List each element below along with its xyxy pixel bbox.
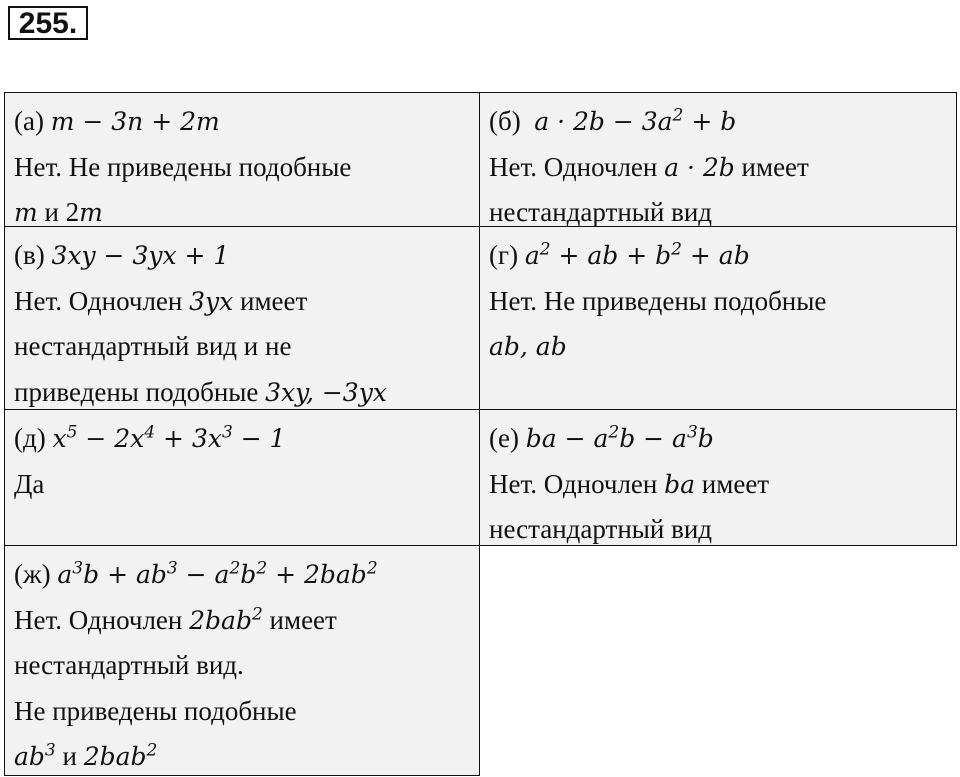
empty-cell — [480, 546, 957, 776]
answer-line: $ab^3$ и 2bab$^2$ — [14, 740, 158, 771]
answer-line: m и 2m — [14, 197, 103, 227]
cell-heading — [489, 99, 948, 145]
expression: $a^3b + ab^3 - a^2b^2 + 2bab^2$ — [57, 558, 378, 589]
answer-line: нестандартный вид — [489, 514, 713, 544]
answers-table — [4, 92, 957, 776]
answer-cell-a — [4, 92, 480, 227]
cell-heading — [14, 233, 471, 279]
item-label: (д) — [14, 423, 46, 453]
answer-cell-v — [4, 227, 480, 410]
answer-line: Нет. Одночлен ba имеет — [489, 468, 770, 499]
cell-heading — [489, 233, 948, 279]
item-label: (г) — [489, 240, 519, 270]
answer-line: ab, ab — [489, 332, 567, 361]
answer-line: Нет. Одночлен 2bab$^2$ имеет — [14, 604, 337, 635]
answer-line: Не приведены подобные — [14, 695, 297, 726]
cell-heading — [14, 552, 471, 598]
problem-number: 255. — [8, 6, 88, 40]
answer-line: приведены подобные 3xy, −3yx — [14, 376, 387, 407]
answer-cell-d — [4, 410, 480, 546]
table-row — [4, 546, 957, 776]
expression: 3xy − 3yx + 1 — [51, 241, 230, 270]
item-label: (в) — [14, 240, 45, 270]
answer-line: нестандартный вид. — [14, 650, 244, 680]
answer-cell-g — [480, 227, 957, 410]
answer-line: Нет. Не приведены подобные — [14, 151, 352, 182]
expression: ba − $a^2b - a^3b$ — [525, 422, 714, 453]
answer-line: Нет. Одночлен 3yx имеет — [14, 285, 308, 316]
table-row — [4, 227, 957, 410]
table-row — [4, 410, 957, 546]
expression: $a \cdot 2b - 3a^2 + b$ — [534, 105, 737, 136]
item-label: (ж) — [14, 559, 51, 589]
answer-line: нестандартный вид — [489, 197, 713, 227]
expression: $x^5 - 2x^4 + 3x^3 - 1$ — [52, 422, 286, 453]
answer-line: Нет. Одночлен a · 2b имеет — [489, 151, 809, 182]
cell-heading — [14, 416, 471, 462]
cell-heading — [489, 416, 948, 462]
answer-line: Нет. Не приведены подобные — [489, 285, 827, 316]
answer-cell-e — [480, 410, 957, 546]
expression: $a^2$ + ab + $b^2$ + ab — [524, 239, 750, 270]
answer-line: Да — [14, 468, 45, 499]
answer-cell-b — [480, 92, 957, 227]
cell-heading — [14, 99, 471, 145]
answer-cell-zh — [4, 546, 480, 776]
expression: m − 3n + 2m — [50, 107, 220, 136]
item-label: (е) — [489, 423, 519, 453]
answer-line: нестандартный вид и не — [14, 331, 292, 361]
table-row — [4, 92, 957, 227]
item-label: (б) — [489, 106, 521, 136]
item-label: (а) — [14, 106, 44, 136]
